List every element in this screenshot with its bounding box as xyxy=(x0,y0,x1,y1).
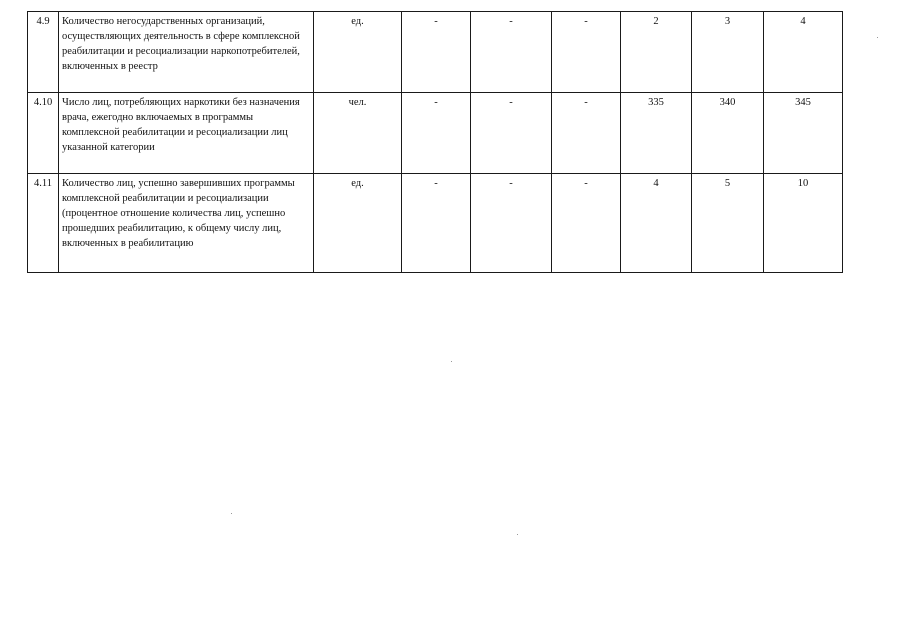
value-cell: 4 xyxy=(621,174,692,273)
value-cell: 2 xyxy=(621,12,692,93)
scan-speck xyxy=(451,361,452,362)
row-number: 4.11 xyxy=(28,174,59,273)
value-cell: 5 xyxy=(692,174,764,273)
value-cell: - xyxy=(471,93,552,174)
value-cell: - xyxy=(552,174,621,273)
value-cell: - xyxy=(471,12,552,93)
row-number: 4.9 xyxy=(28,12,59,93)
unit-cell: ед. xyxy=(314,174,402,273)
scan-speck xyxy=(877,37,878,38)
unit-cell: ед. xyxy=(314,12,402,93)
value-cell: - xyxy=(471,174,552,273)
table-row xyxy=(28,93,843,174)
indicator-name: Количество негосударственных организаций, осуществляющих деятельность в сфере комплексной реабилитации и ресоциализации наркопотребителей, включенных в реестр xyxy=(59,12,314,93)
value-cell: 345 xyxy=(764,93,843,174)
value-cell: 4 xyxy=(764,12,843,93)
value-cell: - xyxy=(552,93,621,174)
value-cell: - xyxy=(402,174,471,273)
value-cell: - xyxy=(402,12,471,93)
value-cell: 10 xyxy=(764,174,843,273)
indicator-name: Количество лиц, успешно завершивших программы комплексной реабилитации и ресоциализации (процентное отношение количества лиц, успешно прошедших реабилитацию, к общему числу лиц, включенных в реабилитацию xyxy=(59,174,314,273)
value-cell: 335 xyxy=(621,93,692,174)
scan-speck xyxy=(231,513,232,514)
value-cell: - xyxy=(552,12,621,93)
scan-speck xyxy=(517,534,518,535)
indicators-table xyxy=(27,11,843,273)
value-cell: - xyxy=(402,93,471,174)
table-row xyxy=(28,174,843,273)
value-cell: 340 xyxy=(692,93,764,174)
value-cell: 3 xyxy=(692,12,764,93)
table-row xyxy=(28,12,843,93)
row-number: 4.10 xyxy=(28,93,59,174)
unit-cell: чел. xyxy=(314,93,402,174)
indicator-name: Число лиц, потребляющих наркотики без назначения врача, ежегодно включаемых в программы комплексной реабилитации и ресоциализации лиц указанной категории xyxy=(59,93,314,174)
